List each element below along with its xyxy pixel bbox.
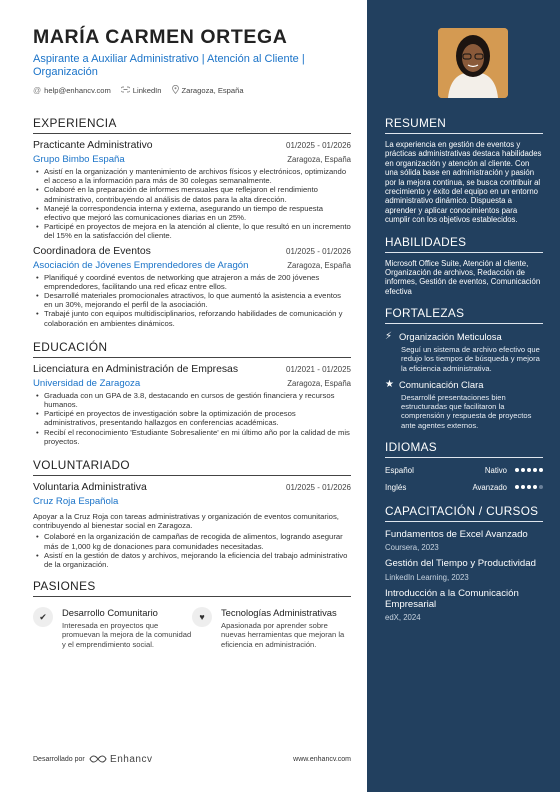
bullet: • Recibí el reconocimiento 'Estudiante Sobresaliente' en mi último año por la calidad de mis proyectos.: [33, 428, 351, 446]
section-title-pasiones: PASIONES: [33, 579, 351, 597]
volunteer-dates: 01/2025 - 01/2026: [286, 483, 351, 493]
language-row: [385, 483, 543, 492]
language-name: Español: [385, 465, 414, 475]
footer: [33, 754, 351, 765]
link-icon: [121, 86, 130, 95]
job-title: Practicante Administrativo: [33, 140, 153, 151]
passion-description: Apasionada por aprender sobre nuevas herramientas que mejoran la eficiencia en administración.: [221, 621, 345, 649]
footer-url[interactable]: www.enhancv.com: [293, 756, 351, 763]
bullet: • Colaboré en la organización de campañas de recogida de alimentos, logrando asegurar más de 1,000 kg de donaciones para comunidades necesitadas.: [33, 532, 351, 550]
logo-text: Enhancv: [110, 754, 153, 765]
enhancv-logo[interactable]: [89, 754, 153, 765]
language-level: Avanzado: [472, 482, 507, 492]
star-icon: ★: [385, 378, 394, 390]
check-icon: ✔: [33, 607, 53, 627]
course-source: LinkedIn Learning, 2023: [385, 572, 469, 582]
powered-by-text: Desarrollado por: [33, 756, 85, 763]
skills-text: Microsoft Office Suite, Atención al cliente, Organización de archivos, Redacción de informes, Gestión de eventos, Comunicación efectiva: [385, 258, 541, 296]
passions-list: [33, 607, 351, 649]
course-title: Introducción a la Comunicación Empresarial: [385, 587, 519, 610]
bullet: • Desarrollé materiales promocionales atractivos, lo que aumentó la asistencia a eventos en un 30%, mejorando el perfil de la asociación.: [33, 291, 351, 309]
section-title-idiomas: IDIOMAS: [385, 440, 543, 458]
passion-title: Tecnologías Administrativas: [221, 607, 337, 619]
location-text: Zaragoza, España: [181, 86, 244, 95]
dot-filled: [539, 468, 543, 472]
dot-filled: [527, 468, 531, 472]
dot-filled: [521, 485, 525, 489]
dot-filled: [527, 485, 531, 489]
section-title-habilidades: HABILIDADES: [385, 235, 543, 253]
strength-title: Comunicación Clara: [399, 378, 484, 390]
dot-filled: [515, 468, 519, 472]
school-location: Zaragoza, España: [287, 378, 351, 388]
dot-filled: [515, 485, 519, 489]
job-dates: 01/2025 - 01/2026: [286, 141, 351, 150]
course-source: edX, 2024: [385, 613, 421, 623]
bullet: • Planifiqué y coordiné eventos de networking que atrajeron a más de 200 jóvenes emprendedores, facilitando una red eficaz entre ellos.: [33, 273, 351, 291]
section-title-educacion: EDUCACIÓN: [33, 340, 351, 358]
degree-title: Licenciatura en Administración de Empresas: [33, 363, 239, 375]
passion-title: Desarrollo Comunitario: [62, 607, 158, 619]
bullet: • Colaboré en la preparación de informes mensuales que reflejaron el rendimiento administrativo, contribuyendo al análisis de datos para la alta dirección.: [33, 185, 351, 203]
profile-photo: [438, 28, 508, 98]
contact-linkedin[interactable]: [121, 86, 162, 95]
dot-empty: [539, 485, 543, 489]
headline: Aspirante a Auxiliar Administrativo | Atención al Cliente | Organización: [33, 53, 305, 78]
volunteer-role: Voluntaria Administrativa: [33, 482, 147, 494]
strength-description: Seguí un sistema de archivo efectivo que redujo los tiempos de búsqueda y mejora la eficiencia administrativa.: [401, 345, 540, 373]
strength-item: [385, 331, 543, 373]
passion-item: [192, 607, 351, 649]
job-dates: 01/2025 - 01/2026: [286, 246, 351, 256]
heart-icon: ♥: [192, 607, 212, 627]
section-title-voluntariado: VOLUNTARIADO: [33, 458, 351, 476]
candidate-name: MARÍA CARMEN ORTEGA: [33, 26, 288, 48]
bullet: • Graduada con un GPA de 3.8, destacando en cursos de gestión financiera y recursos humanos.: [33, 391, 351, 409]
sidebar: [367, 0, 560, 792]
job-location: Zaragoza, España: [287, 260, 351, 270]
strength-description: Desarrollé presentaciones bien estructuradas que facilitaron la comprensión y respuesta de proyectos ante agentes externos.: [401, 392, 532, 430]
bullet: • Trabajé junto con equipos multidisciplinarios, reforzando habilidades de comunicación y colaboración en ambientes dinámicos.: [33, 309, 351, 327]
location-pin-icon: [172, 85, 179, 96]
language-name: Inglés: [385, 482, 407, 492]
course-item: [385, 588, 543, 623]
course-title: Gestión del Tiempo y Productividad: [385, 558, 536, 570]
course-source: Coursera, 2023: [385, 543, 439, 553]
bullet: • Asistí en la gestión de datos y archivos, mejorando la eficiencia del trabajo administrativo de la organización.: [33, 551, 351, 569]
job-title: Coordinadora de Eventos: [33, 245, 151, 257]
proficiency-dots: [515, 485, 543, 489]
email-text: help@enhancv.com: [44, 86, 111, 95]
bolt-icon: ⚡: [385, 331, 393, 343]
job-bullets: [33, 273, 351, 328]
course-item: [385, 529, 543, 552]
education-dates: 01/2021 - 01/2025: [286, 364, 351, 374]
job-location: Zaragoza, España: [287, 155, 351, 164]
bullet: • Participé en proyectos de mejora en la atención al cliente, lo que resultó en un incremento del 15% en la satisfacción del cliente.: [33, 222, 351, 240]
volunteer-entry: [33, 482, 351, 569]
education-bullets: [33, 391, 351, 446]
passion-item: [33, 607, 192, 649]
section-title-fortalezas: FORTALEZAS: [385, 306, 543, 324]
strength-title: Organización Meticulosa: [399, 331, 502, 343]
section-title-experiencia: EXPERIENCIA: [33, 116, 351, 134]
contact-bar: [33, 85, 351, 96]
experience-entry: [33, 246, 351, 328]
dot-filled: [533, 485, 537, 489]
volunteer-org: Cruz Roja Española: [33, 496, 119, 508]
course-item: [385, 558, 543, 581]
job-bullets: [33, 167, 351, 241]
contact-location: [172, 85, 244, 96]
school-name: Universidad de Zaragoza: [33, 377, 141, 389]
education-entry: [33, 364, 351, 446]
course-title: Fundamentos de Excel Avanzado: [385, 528, 528, 540]
dot-filled: [533, 468, 537, 472]
language-row: [385, 466, 543, 475]
proficiency-dots: [515, 468, 543, 472]
dot-filled: [521, 468, 525, 472]
section-title-capacitacion: CAPACITACIÓN / CURSOS: [385, 504, 543, 522]
experience-entry: [33, 140, 351, 241]
linkedin-text: LinkedIn: [132, 86, 162, 95]
company-name: Grupo Bimbo España: [33, 154, 125, 165]
summary-text: La experiencia en gestión de eventos y prácticas administrativas destaca habilidades en organización y atención al cliente. Con una sólida base en administración y pasión por la mejora continua, se busca contribuir al crecimiento y éxito del equipo en un entorno administrativo dinámico. Dispuesta a aprender y aplicar conocimientos para cumplir con los objetivos establecidos.: [385, 140, 542, 225]
company-name: Asociación de Jóvenes Emprendedores de Aragón: [33, 259, 249, 271]
bullet: • Manejé la correspondencia interna y externa, asegurando un tiempo de respuesta efectivo que mejoró las comunicaciones diarias en un 25%.: [33, 204, 351, 222]
bullet: • Asistí en la organización y mantenimiento de archivos físicos y electrónicos, optimizando el acceso a la información para más de 30 colegas semanalmente.: [33, 167, 351, 185]
language-level: Nativo: [484, 465, 507, 475]
passion-description: Interesada en proyectos que promuevan la mejora de la comunidad y el emprendimiento social.: [62, 621, 192, 649]
volunteer-description: Apoyar a la Cruz Roja con tareas administrativas y organización de eventos comunitarios, contribuyendo al bienestar social en Zaragoza.: [33, 512, 339, 531]
strength-item: [385, 379, 543, 430]
section-title-resumen: RESUMEN: [385, 116, 543, 134]
at-icon: @: [33, 86, 42, 95]
contact-email[interactable]: [33, 86, 111, 95]
volunteer-bullets: [33, 532, 351, 569]
bullet: • Participé en proyectos de investigación sobre la optimización de procesos administrativos, presentando hallazgos en conferencias académicas.: [33, 409, 351, 427]
